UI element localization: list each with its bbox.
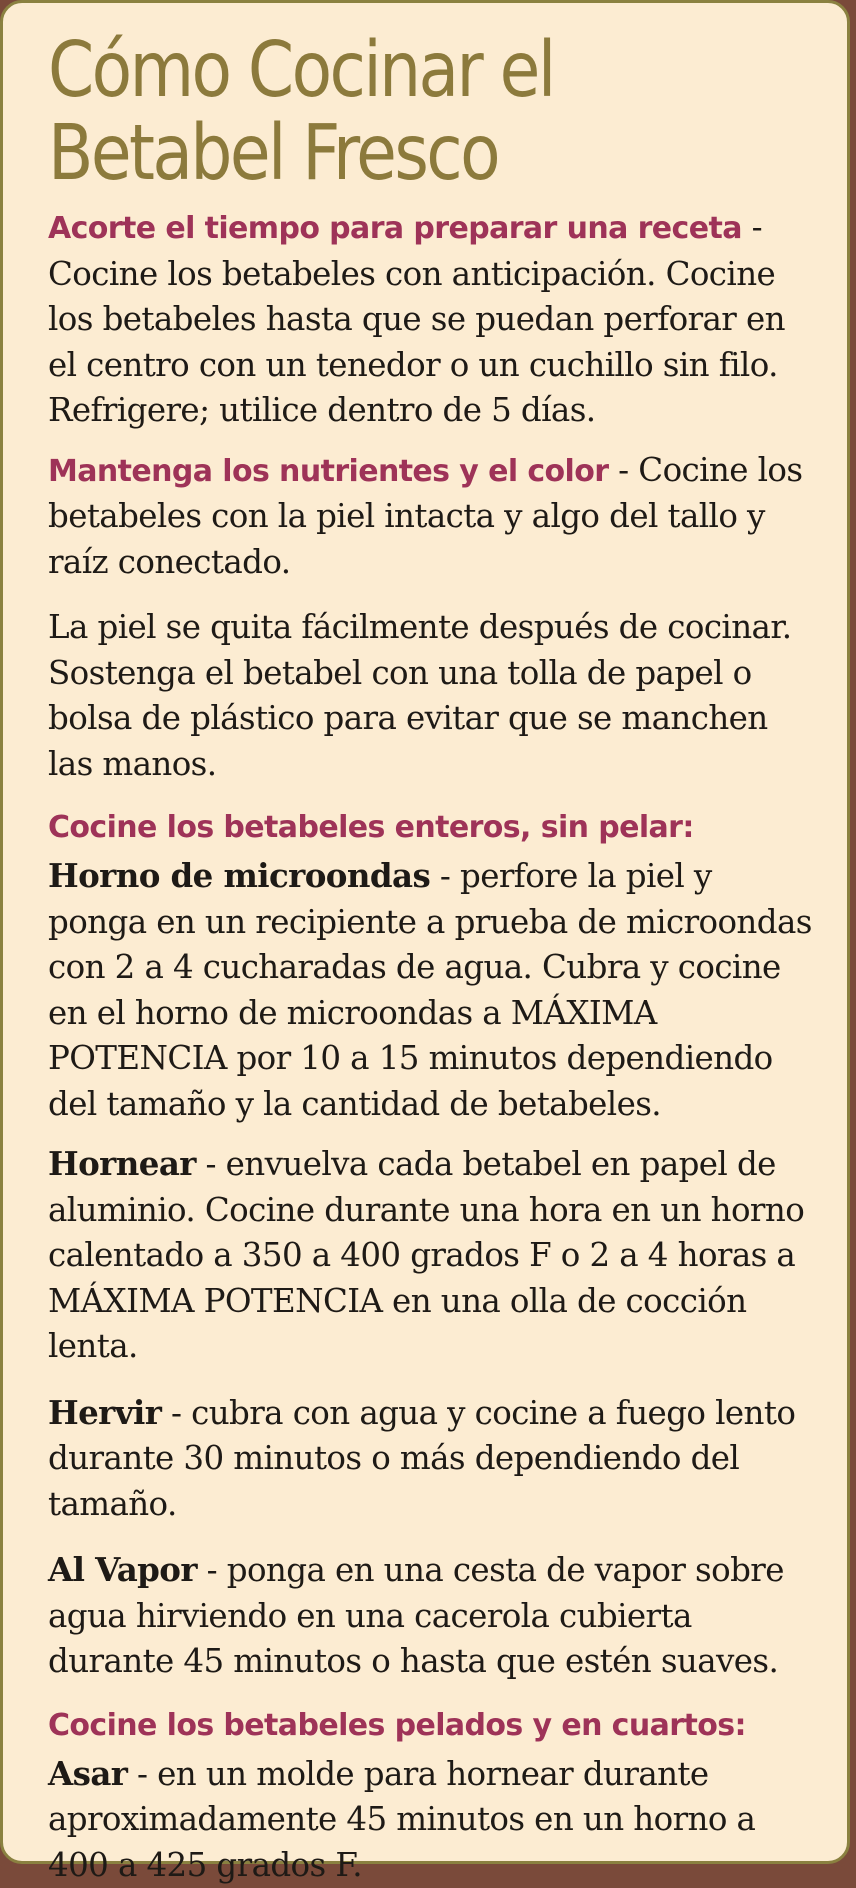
tip-text: Cocine los betabeles con anticipación. Cocine los betabeles hasta que se puedan perforar en el centro con un tenedor o un cuchillo sin filo. Refrigere; utilice dentro de 5 días. bbox=[48, 255, 785, 430]
tip-nutrients bbox=[48, 448, 817, 586]
method-term: Al Vapor bbox=[48, 1550, 197, 1589]
tip-prepare-ahead bbox=[48, 205, 817, 434]
separator: - bbox=[161, 1394, 191, 1432]
method-boil bbox=[48, 1390, 817, 1528]
method-bake bbox=[48, 1141, 817, 1370]
tip-text: Cocine los betabeles con la piel intacta y algo del tallo y raíz conectado. bbox=[48, 451, 802, 581]
method-term: Horno de microondas bbox=[48, 856, 430, 895]
separator: - bbox=[127, 1755, 157, 1793]
method-text: ponga en una cesta de vapor sobre agua hirviendo en una cacerola cubierta durante 45 minutos o hasta que estén suaves. bbox=[48, 1551, 784, 1680]
method-text: cubra con agua y cocine a fuego lento durante 30 minutos o más dependiendo del tamaño. bbox=[48, 1394, 795, 1523]
separator: - bbox=[608, 451, 638, 489]
method-term: Hornear bbox=[48, 1144, 196, 1183]
method-roast bbox=[48, 1751, 817, 1888]
tip-lead: Mantenga los nutrientes y el color bbox=[48, 454, 608, 489]
method-term: Hervir bbox=[48, 1393, 161, 1432]
tip-text: La piel se quita fácilmente después de cocinar. Sostenga el betabel con una tolla de papel o bolsa de plástico para evitar que se manchen las manos. bbox=[48, 608, 791, 783]
separator: - bbox=[197, 1551, 227, 1589]
tip-peel bbox=[48, 605, 817, 787]
method-text: en un molde para hornear durante aproximadamente 45 minutos en un horno a 400 a 425 grados F. bbox=[48, 1755, 755, 1884]
method-text: envuelva cada betabel en papel de aluminio. Cocine durante una hora en un horno calentado a 350 a 400 grados F o 2 a 4 horas a MÁXIMA POTENCIA en una olla de cocción lenta. bbox=[48, 1145, 804, 1365]
method-steam bbox=[48, 1547, 817, 1685]
separator: - bbox=[742, 208, 762, 246]
tip-lead: Acorte el tiempo para preparar una receta bbox=[48, 211, 742, 246]
section-heading-peeled: Cocine los betabeles pelados y en cuartos: bbox=[48, 1705, 817, 1747]
method-microwave bbox=[48, 853, 817, 1127]
method-term: Asar bbox=[48, 1754, 127, 1793]
page-title: Cómo Cocinar el Betabel Fresco bbox=[48, 29, 805, 195]
method-text: perfore la piel y ponga en un recipiente a prueba de microondas con 2 a 4 cucharadas de agua. Cubra y cocine en el horno de microondas a MÁXIMA POTENCIA por 10 a 15 minutos dependiendo del tamaño y la cantidad de betabeles. bbox=[48, 857, 812, 1123]
separator: - bbox=[196, 1145, 226, 1183]
separator: - bbox=[430, 857, 460, 895]
section-heading-whole: Cocine los betabeles enteros, sin pelar: bbox=[48, 807, 817, 849]
